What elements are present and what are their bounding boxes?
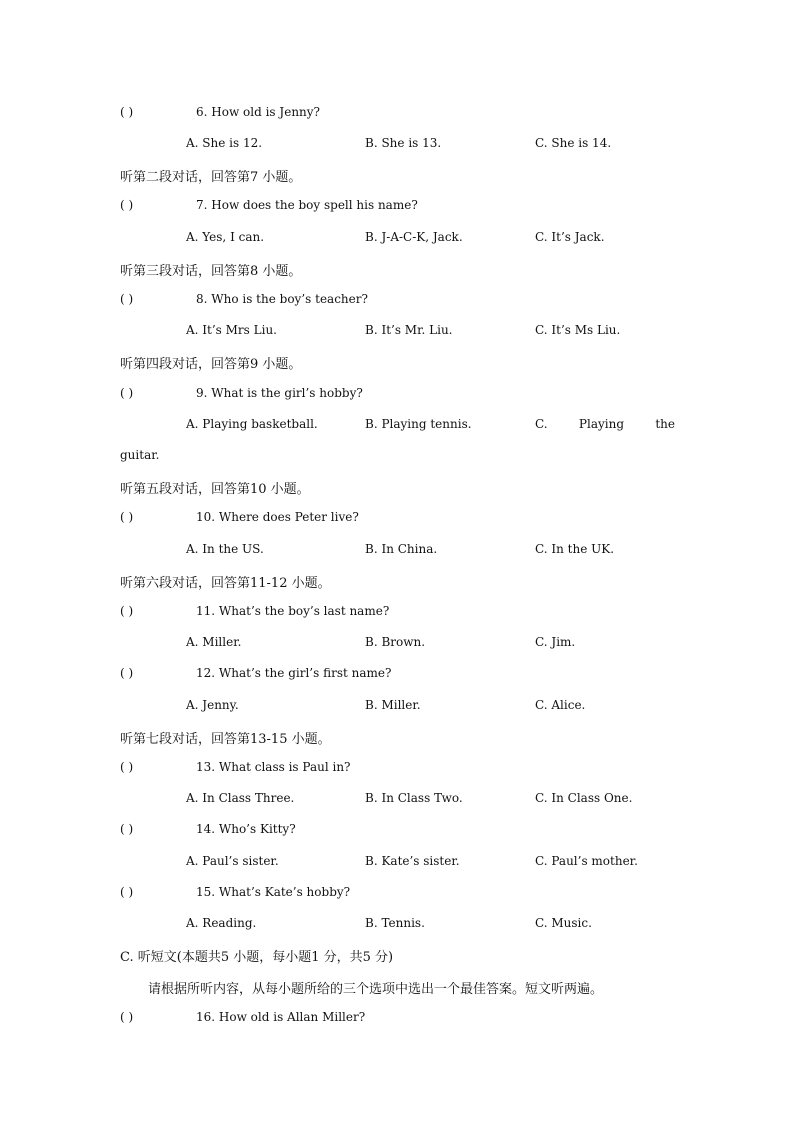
question-14 bbox=[120, 822, 296, 836]
option-a: A. It’s Mrs Liu. bbox=[186, 323, 277, 337]
question-text: 16. How old is Allan Miller? bbox=[196, 1010, 366, 1024]
question-10 bbox=[120, 510, 359, 524]
question-text: 13. What class is Paul in? bbox=[196, 760, 351, 774]
question-13 bbox=[120, 760, 350, 774]
option-b: B. Miller. bbox=[365, 698, 421, 712]
option-c: C. In the UK. bbox=[535, 542, 615, 556]
answer-blank[interactable]: ( ) bbox=[120, 885, 134, 899]
answer-blank[interactable]: ( ) bbox=[120, 386, 134, 400]
option-c: C. Paul’s mother. bbox=[535, 854, 638, 868]
option-c-word: the bbox=[655, 417, 675, 431]
section-heading-2: 听第二段对话，回答第7 小题。 bbox=[120, 170, 302, 185]
option-c: C. Jim. bbox=[535, 635, 576, 649]
question-text: 15. What’s Kate’s hobby? bbox=[196, 885, 351, 899]
question-7 bbox=[120, 198, 418, 212]
option-b: B. Playing tennis. bbox=[365, 417, 472, 431]
section-heading-4: 听第四段对话，回答第9 小题。 bbox=[120, 357, 302, 372]
option-c bbox=[535, 417, 675, 431]
option-c: C. She is 14. bbox=[535, 136, 612, 150]
answer-blank[interactable]: ( ) bbox=[120, 822, 134, 836]
question-text: 10. Where does Peter live? bbox=[196, 510, 359, 524]
option-a: A. Playing basketball. bbox=[186, 417, 318, 431]
option-a: A. She is 12. bbox=[186, 136, 263, 150]
question-text: 14. Who’s Kitty? bbox=[196, 822, 296, 836]
answer-blank[interactable]: ( ) bbox=[120, 510, 134, 524]
answer-blank[interactable]: ( ) bbox=[120, 760, 134, 774]
option-b: B. Kate’s sister. bbox=[365, 854, 460, 868]
section-c-heading: C. 听短文(本题共5 小题，每小题1 分，共5 分) bbox=[120, 950, 394, 965]
question-text: 6. How old is Jenny? bbox=[196, 105, 320, 119]
option-b: B. Tennis. bbox=[365, 916, 425, 930]
question-text: 7. How does the boy spell his name? bbox=[196, 198, 418, 212]
option-b: B. It’s Mr. Liu. bbox=[365, 323, 453, 337]
option-a: A. Yes, I can. bbox=[186, 230, 265, 244]
question-text: 9. What is the girl’s hobby? bbox=[196, 386, 363, 400]
question-6 bbox=[120, 105, 320, 119]
section-heading-3: 听第三段对话，回答第8 小题。 bbox=[120, 264, 302, 279]
option-c: C. It’s Jack. bbox=[535, 230, 605, 244]
question-12 bbox=[120, 666, 391, 680]
section-heading-7: 听第七段对话，回答第13-15 小题。 bbox=[120, 732, 331, 747]
question-11 bbox=[120, 604, 389, 618]
option-a: A. Miller. bbox=[186, 635, 242, 649]
option-a: A. In Class Three. bbox=[186, 791, 295, 805]
option-b: B. Brown. bbox=[365, 635, 426, 649]
option-b: B. In Class Two. bbox=[365, 791, 463, 805]
question-text: 11. What’s the boy’s last name? bbox=[196, 604, 390, 618]
question-text: 8. Who is the boy’s teacher? bbox=[196, 292, 368, 306]
section-heading-5: 听第五段对话，回答第10 小题。 bbox=[120, 482, 310, 497]
option-b: B. She is 13. bbox=[365, 136, 442, 150]
option-a: A. Reading. bbox=[186, 916, 257, 930]
question-16 bbox=[120, 1010, 365, 1024]
option-b: B. J-A-C-K, Jack. bbox=[365, 230, 463, 244]
option-c: C. In Class One. bbox=[535, 791, 633, 805]
option-b: B. In China. bbox=[365, 542, 438, 556]
question-15 bbox=[120, 885, 350, 899]
answer-blank[interactable]: ( ) bbox=[120, 666, 134, 680]
answer-blank[interactable]: ( ) bbox=[120, 1010, 134, 1024]
question-9 bbox=[120, 386, 363, 400]
section-heading-6: 听第六段对话，回答第11-12 小题。 bbox=[120, 576, 331, 591]
question-text: 12. What’s the girl’s first name? bbox=[196, 666, 392, 680]
question-8 bbox=[120, 292, 368, 306]
option-a: A. Paul’s sister. bbox=[186, 854, 279, 868]
option-c: C. It’s Ms Liu. bbox=[535, 323, 621, 337]
answer-blank[interactable]: ( ) bbox=[120, 105, 134, 119]
answer-blank[interactable]: ( ) bbox=[120, 292, 134, 306]
option-c: C. Alice. bbox=[535, 698, 586, 712]
answer-blank[interactable]: ( ) bbox=[120, 198, 134, 212]
option-c: C. Music. bbox=[535, 916, 592, 930]
section-c-instruction: 请根据所听内容，从每小题所给的三个选项中选出一个最佳答案。短文听两遍。 bbox=[148, 982, 604, 997]
option-a: A. In the US. bbox=[186, 542, 264, 556]
option-c-letter: C. bbox=[535, 417, 548, 431]
option-a: A. Jenny. bbox=[186, 698, 239, 712]
option-c-word: Playing bbox=[578, 417, 624, 431]
option-c-continuation: guitar. bbox=[120, 448, 160, 462]
answer-blank[interactable]: ( ) bbox=[120, 604, 134, 618]
